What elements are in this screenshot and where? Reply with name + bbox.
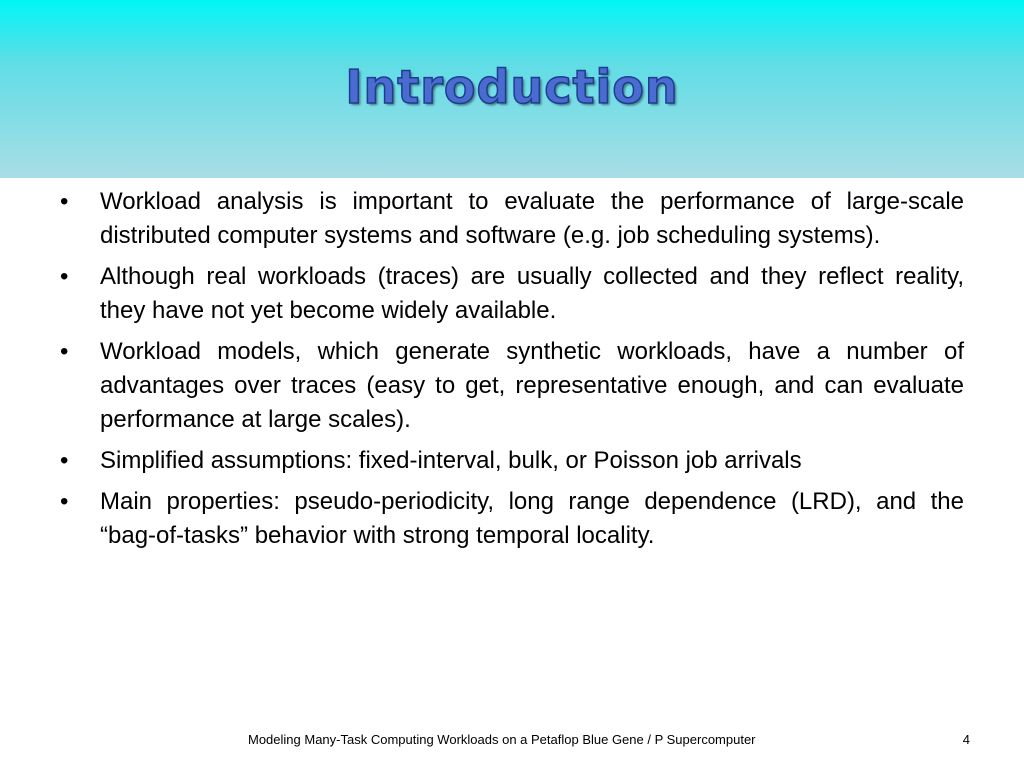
page-number: 4 [962, 732, 970, 747]
slide-title: Introduction [345, 60, 679, 114]
footer-title: Modeling Many-Task Computing Workloads on a Petaflop Blue Gene / P Supercomputer [248, 732, 756, 747]
bullet-item [58, 444, 964, 478]
slide-body [58, 185, 964, 560]
bullet-icon: • [60, 338, 69, 365]
bullet-icon: • [60, 188, 69, 215]
bullet-text: Main properties: pseudo-periodicity, long range dependence (LRD), and the “bag-of-tasks” behavior with strong temporal locality. [100, 488, 964, 549]
bullet-icon: • [60, 263, 69, 290]
bullet-list [58, 185, 964, 553]
bullet-text: Workload analysis is important to evaluate the performance of large-scale distributed computer systems and software (e.g. job scheduling systems). [100, 188, 964, 249]
bullet-item [58, 185, 964, 253]
bullet-text: Although real workloads (traces) are usually collected and they reflect reality, they have not yet become widely available. [100, 263, 964, 324]
bullet-text: Simplified assumptions: fixed-interval, bulk, or Poisson job arrivals [100, 447, 802, 474]
bullet-text: Workload models, which generate synthetic workloads, have a number of advantages over traces (easy to get, representative enough, and can evaluate performance at large scales). [100, 338, 964, 433]
bullet-icon: • [60, 447, 69, 474]
bullet-item [58, 260, 964, 328]
bullet-item [58, 485, 964, 553]
bullet-item [58, 335, 964, 437]
bullet-icon: • [60, 488, 69, 515]
